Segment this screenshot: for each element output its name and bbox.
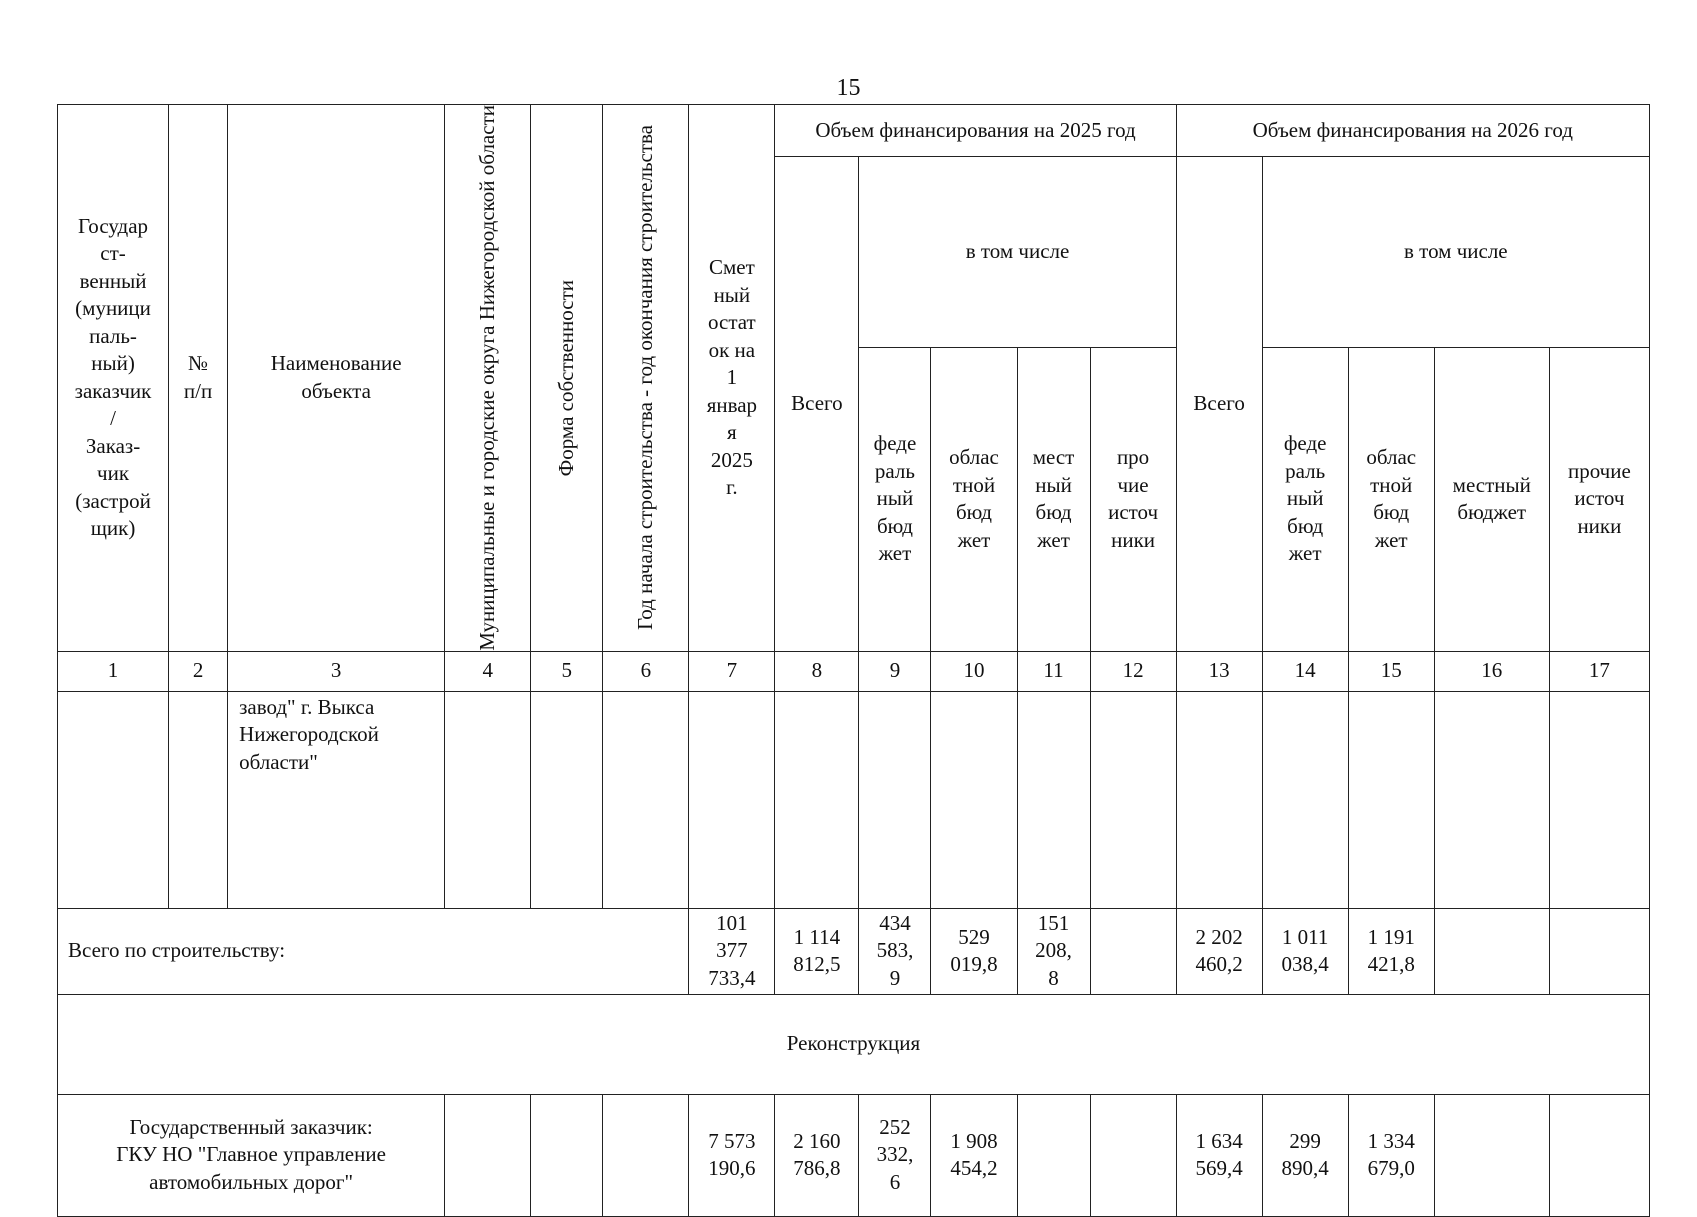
total-reg-2026: 1 191 421,8 <box>1348 908 1434 994</box>
column-number: 2 <box>169 651 228 691</box>
section-title: Реконструкция <box>58 994 1650 1094</box>
column-number: 14 <box>1262 651 1348 691</box>
page-number: 15 <box>836 75 861 101</box>
empty-cell <box>859 691 931 908</box>
header-oth-2025: про чие источ ники <box>1090 347 1176 651</box>
empty-cell <box>169 691 228 908</box>
empty-cell <box>445 691 531 908</box>
header-estimate: Смет ный остат ок на 1 январ я 2025 г. <box>689 105 775 652</box>
header-fin-2026: Объем финансирования на 2026 год <box>1176 105 1649 157</box>
continuation-row <box>58 691 1650 908</box>
customer-label: Государственный заказчик: ГКУ НО "Главное управление автомобильных дорог" <box>58 1094 445 1216</box>
total-label: Всего по строительству: <box>58 908 689 994</box>
header-ownership-text: Форма собственности <box>554 279 579 477</box>
header-oth-2026: прочие источ ники <box>1549 347 1649 651</box>
column-number: 8 <box>775 651 859 691</box>
empty-cell <box>531 1094 603 1216</box>
empty-cell <box>531 691 603 908</box>
header-object-name: Наименование объекта <box>228 105 445 652</box>
total-2025: 1 114 812,5 <box>775 908 859 994</box>
total-row <box>58 908 1650 994</box>
empty-cell <box>1017 691 1090 908</box>
header-years <box>603 105 689 652</box>
header-num: № п/п <box>169 105 228 652</box>
header-including-2026: в том числе <box>1262 157 1649 348</box>
customer-reg-2025: 1 908 454,2 <box>931 1094 1017 1216</box>
column-number: 9 <box>859 651 931 691</box>
customer-row <box>58 1094 1650 1216</box>
header-total-2025: Всего <box>775 157 859 652</box>
column-number: 12 <box>1090 651 1176 691</box>
header-loc-2026: местный бюджет <box>1434 347 1549 651</box>
empty-cell <box>1549 691 1649 908</box>
object-name-continuation: завод" г. Выкса Нижегородской области" <box>228 691 445 908</box>
column-number: 13 <box>1176 651 1262 691</box>
empty-cell <box>445 1094 531 1216</box>
header-ownership <box>531 105 603 652</box>
header-fed-2025: феде раль ный бюд жет <box>859 347 931 651</box>
header-fed-2026: феде раль ный бюд жет <box>1262 347 1348 651</box>
financing-table <box>57 104 1650 1217</box>
total-fed-2025: 434 583, 9 <box>859 908 931 994</box>
column-number: 11 <box>1017 651 1090 691</box>
total-estimate: 101 377 733,4 <box>689 908 775 994</box>
empty-cell <box>58 691 169 908</box>
column-number: 10 <box>931 651 1017 691</box>
empty-cell <box>1176 691 1262 908</box>
header-fin-2025: Объем финансирования на 2025 год <box>775 105 1176 157</box>
column-number: 1 <box>58 651 169 691</box>
header-row-1 <box>58 105 1650 157</box>
total-loc-2025: 151 208, 8 <box>1017 908 1090 994</box>
total-oth-2026 <box>1549 908 1649 994</box>
header-reg-2026: облас тной бюд жет <box>1348 347 1434 651</box>
column-number: 6 <box>603 651 689 691</box>
header-loc-2025: мест ный бюд жет <box>1017 347 1090 651</box>
empty-cell <box>603 1094 689 1216</box>
customer-fed-2026: 299 890,4 <box>1262 1094 1348 1216</box>
empty-cell <box>1090 691 1176 908</box>
empty-cell <box>689 691 775 908</box>
empty-cell <box>603 691 689 908</box>
column-number: 16 <box>1434 651 1549 691</box>
customer-loc-2025 <box>1017 1094 1090 1216</box>
customer-loc-2026 <box>1434 1094 1549 1216</box>
empty-cell <box>1262 691 1348 908</box>
column-number: 5 <box>531 651 603 691</box>
customer-oth-2026 <box>1549 1094 1649 1216</box>
customer-fed-2025: 252 332, 6 <box>859 1094 931 1216</box>
customer-reg-2026: 1 334 679,0 <box>1348 1094 1434 1216</box>
column-numbers-row <box>58 651 1650 691</box>
empty-cell <box>775 691 859 908</box>
section-row <box>58 994 1650 1094</box>
header-municipal-text: Муниципальные и городские округа Нижегородской области <box>475 105 500 651</box>
empty-cell <box>1348 691 1434 908</box>
column-number: 3 <box>228 651 445 691</box>
column-number: 15 <box>1348 651 1434 691</box>
total-loc-2026 <box>1434 908 1549 994</box>
empty-cell <box>1434 691 1549 908</box>
header-municipal <box>445 105 531 652</box>
total-oth-2025 <box>1090 908 1176 994</box>
customer-total-2025: 2 160 786,8 <box>775 1094 859 1216</box>
header-including-2025: в том числе <box>859 157 1176 348</box>
customer-total-2026: 1 634 569,4 <box>1176 1094 1262 1216</box>
header-reg-2025: облас тной бюд жет <box>931 347 1017 651</box>
total-2026: 2 202 460,2 <box>1176 908 1262 994</box>
customer-oth-2025 <box>1090 1094 1176 1216</box>
empty-cell <box>931 691 1017 908</box>
column-number: 4 <box>445 651 531 691</box>
column-number: 7 <box>689 651 775 691</box>
total-reg-2025: 529 019,8 <box>931 908 1017 994</box>
header-customer: Государ ст- венный (муници паль- ный) заказчик / Заказ- чик (застрой щик) <box>58 105 169 652</box>
customer-estimate: 7 573 190,6 <box>689 1094 775 1216</box>
header-total-2026: Всего <box>1176 157 1262 652</box>
column-number: 17 <box>1549 651 1649 691</box>
header-years-text: Год начала строительства - год окончания строительства <box>633 125 658 631</box>
total-fed-2026: 1 011 038,4 <box>1262 908 1348 994</box>
